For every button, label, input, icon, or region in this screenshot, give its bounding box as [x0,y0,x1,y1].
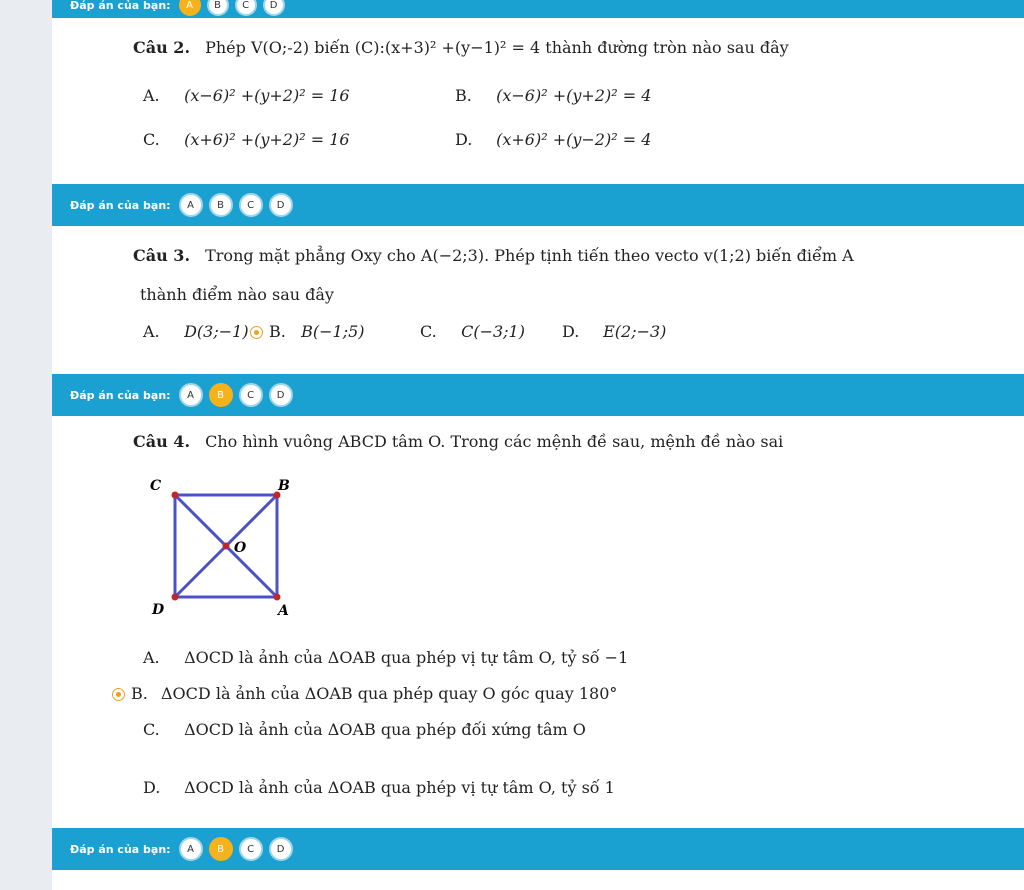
answer-bar-q1 [52,0,1024,18]
vertex-a [274,594,281,601]
option-b[interactable] [455,86,651,105]
question-number: Câu 3. [133,246,191,265]
choice-c-button[interactable]: C [239,383,263,407]
option-text: D(3;−1) [184,322,249,341]
option-label: C. [143,130,160,149]
option-label: D. [143,778,161,797]
choice-b-button[interactable]: B [209,383,233,407]
option-text: (x+6)² +(y+2)² = 16 [184,130,350,149]
choice-a-button[interactable]: A [179,0,201,16]
option-text: (x−6)² +(y+2)² = 16 [184,86,350,105]
choice-a-button[interactable]: A [179,383,203,407]
option-d[interactable] [143,778,615,797]
answer-bar-label: Đáp án của bạn: [70,842,171,856]
option-label: D. [562,322,580,341]
answer-bar-label: Đáp án của bạn: [70,388,171,402]
choice-a-button[interactable]: A [179,193,203,217]
option-text: ΔOCD là ảnh của ΔOAB qua phép vị tự tâm O, tỷ số −1 [184,648,629,667]
question-4 [133,432,783,451]
choice-b-button[interactable]: B [209,837,233,861]
option-text: (x+6)² +(y−2)² = 4 [496,130,652,149]
option-b[interactable] [250,322,365,341]
center-o [223,543,230,550]
choice-d-button[interactable]: D [269,837,293,861]
choice-b-button[interactable]: B [209,193,233,217]
choice-d-button[interactable]: D [263,0,285,16]
option-c[interactable] [143,130,350,149]
answer-bar-label: Đáp án của bạn: [70,198,171,212]
option-a[interactable] [143,648,628,667]
question-text: Cho hình vuông ABCD tâm O. Trong các mệnh đề sau, mệnh đề nào sai [205,432,784,451]
option-label: A. [143,86,160,105]
selected-radio-icon [250,326,263,339]
option-label: A. [143,648,160,667]
question-text: Phép V(O;-2) biến (C):(x+3)² +(y−1)² = 4 thành đường tròn nào sau đây [205,38,789,57]
option-text: E(2;−3) [603,322,667,341]
answer-bar-q4 [52,828,1024,870]
option-text: C(−3;1) [461,322,525,341]
option-c[interactable] [420,322,525,341]
option-text: ΔOCD là ảnh của ΔOAB qua phép quay O góc quay 180° [161,684,618,703]
choice-d-button[interactable]: D [269,383,293,407]
label-o: O [234,540,247,556]
option-label: B. [269,322,286,341]
option-label: B. [131,684,148,703]
square-figure [140,470,310,620]
label-c: C [150,478,162,494]
label-a: A [278,603,289,619]
option-label: B. [455,86,472,105]
option-label: D. [455,130,473,149]
question-text: Trong mặt phẳng Oxy cho A(−2;3). Phép tịnh tiến theo vecto v(1;2) biến điểm A [205,246,854,265]
option-c[interactable] [143,720,586,739]
question-number: Câu 4. [133,432,191,451]
choice-a-button[interactable]: A [179,837,203,861]
option-text: B(−1;5) [301,322,365,341]
choice-c-button[interactable]: C [239,837,263,861]
option-text: ΔOCD là ảnh của ΔOAB qua phép đối xứng tâm O [184,720,586,739]
answer-bar-q2 [52,184,1024,226]
question-3 [133,246,854,265]
option-text: ΔOCD là ảnh của ΔOAB qua phép vị tự tâm O, tỷ số 1 [184,778,615,797]
option-a[interactable] [143,322,249,341]
question-2 [133,38,789,57]
question-number: Câu 2. [133,38,191,57]
option-b[interactable] [112,684,617,703]
selected-radio-icon [112,688,125,701]
option-a[interactable] [143,86,350,105]
option-label: A. [143,322,160,341]
question-3-continued [140,285,334,304]
vertex-c [172,492,179,499]
choice-c-button[interactable]: C [239,193,263,217]
vertex-d [172,594,179,601]
option-label: C. [420,322,437,341]
choice-d-button[interactable]: D [269,193,293,217]
label-d: D [152,602,165,618]
choice-b-button[interactable]: B [207,0,229,16]
answer-bar-q3 [52,374,1024,416]
option-d[interactable] [455,130,651,149]
option-label: C. [143,720,160,739]
label-b: B [278,478,290,494]
option-d[interactable] [562,322,666,341]
option-text: (x−6)² +(y+2)² = 4 [496,86,652,105]
question-text-line2: thành điểm nào sau đây [140,285,334,304]
answer-bar-label: Đáp án của bạn: [70,0,171,12]
choice-c-button[interactable]: C [235,0,257,16]
